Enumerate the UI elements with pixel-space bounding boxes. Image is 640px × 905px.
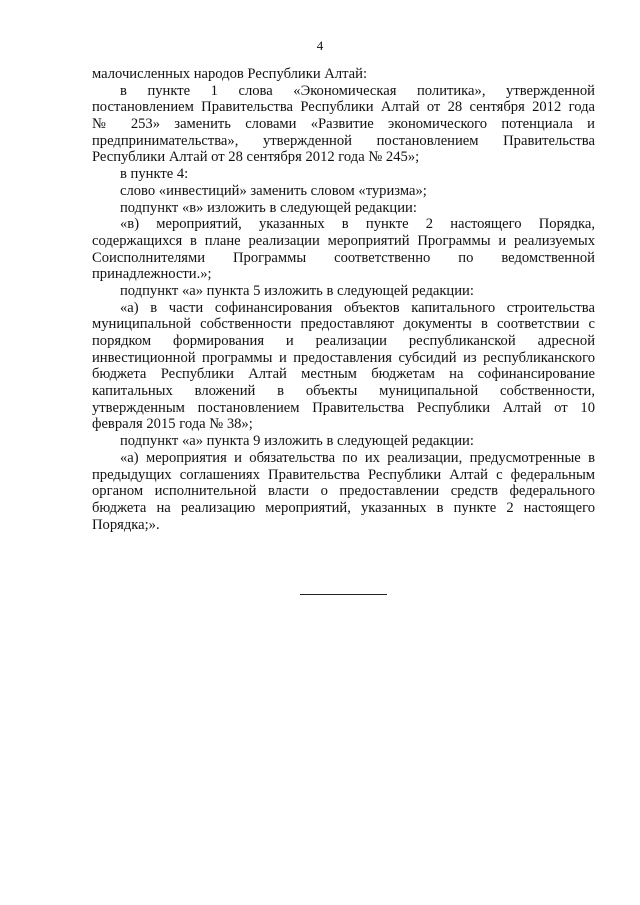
text-line: № 253» заменить словами «Развитие экономического потенциала и	[92, 116, 595, 133]
text-line: «а) в части софинансирования объектов капитального строительства	[120, 299, 595, 316]
text-line: постановлением Правительства Республики Алтай от 28 сентября 2012 года	[92, 99, 595, 116]
page-number: 4	[316, 38, 324, 53]
text-line: муниципальной собственности предоставляют документы в соответствии с	[92, 316, 595, 333]
text-line: инвестиционной программы и предоставления субсидий из республиканского	[92, 349, 595, 366]
text-line: капитальных вложений в объекты муниципальной собственности,	[92, 383, 595, 400]
text-line: порядком формирования и реализации республиканской адресной	[92, 333, 595, 349]
document-body	[92, 66, 595, 533]
text-line: бюджета на реализацию мероприятий, указанных в пункте 2 настоящего	[92, 499, 595, 516]
text-line: Республики Алтай от 28 сентября 2012 года № 245»;	[92, 149, 420, 166]
text-line: «в) мероприятий, указанных в пункте 2 настоящего Порядка,	[120, 216, 595, 233]
text-line: утвержденным постановлением Правительства Республики Алтай от 10	[92, 399, 595, 416]
text-line: Соисполнителями Программы соответственно по ведомственной	[92, 249, 595, 266]
text-line: бюджета Республики Алтай местным бюджетам на софинансирование	[92, 366, 595, 383]
text-line: предпринимательства», утвержденной постановлением Правительства	[92, 132, 595, 149]
text-line: подпункт «в» изложить в следующей редакции:	[120, 199, 417, 216]
text-line: подпункт «а» пункта 5 изложить в следующей редакции:	[120, 282, 474, 299]
text-line: малочисленных народов Республики Алтай:	[92, 66, 368, 82]
text-line: в пункте 1 слова «Экономическая политика», утвержденной	[120, 82, 595, 99]
text-line: содержащихся в плане реализации мероприятий Программы и реализуемых	[92, 232, 595, 249]
text-line: февраля 2015 года № 38»;	[92, 416, 253, 433]
text-line: предыдущих соглашениях Правительства Республики Алтай с федеральным	[92, 466, 595, 483]
text-line: «а) мероприятия и обязательства по их реализации, предусмотренные в	[120, 449, 595, 466]
text-line: Порядка;».	[92, 516, 160, 533]
separator-line	[300, 594, 387, 595]
text-line: в пункте 4:	[120, 166, 189, 183]
text-line: органом исполнительной власти о предоставлении средств федерального	[92, 483, 595, 500]
text-line: слово «инвестиций» заменить словом «туризма»;	[120, 182, 427, 199]
text-line: принадлежности.»;	[92, 266, 212, 283]
text-line: подпункт «а» пункта 9 изложить в следующей редакции:	[120, 433, 474, 450]
